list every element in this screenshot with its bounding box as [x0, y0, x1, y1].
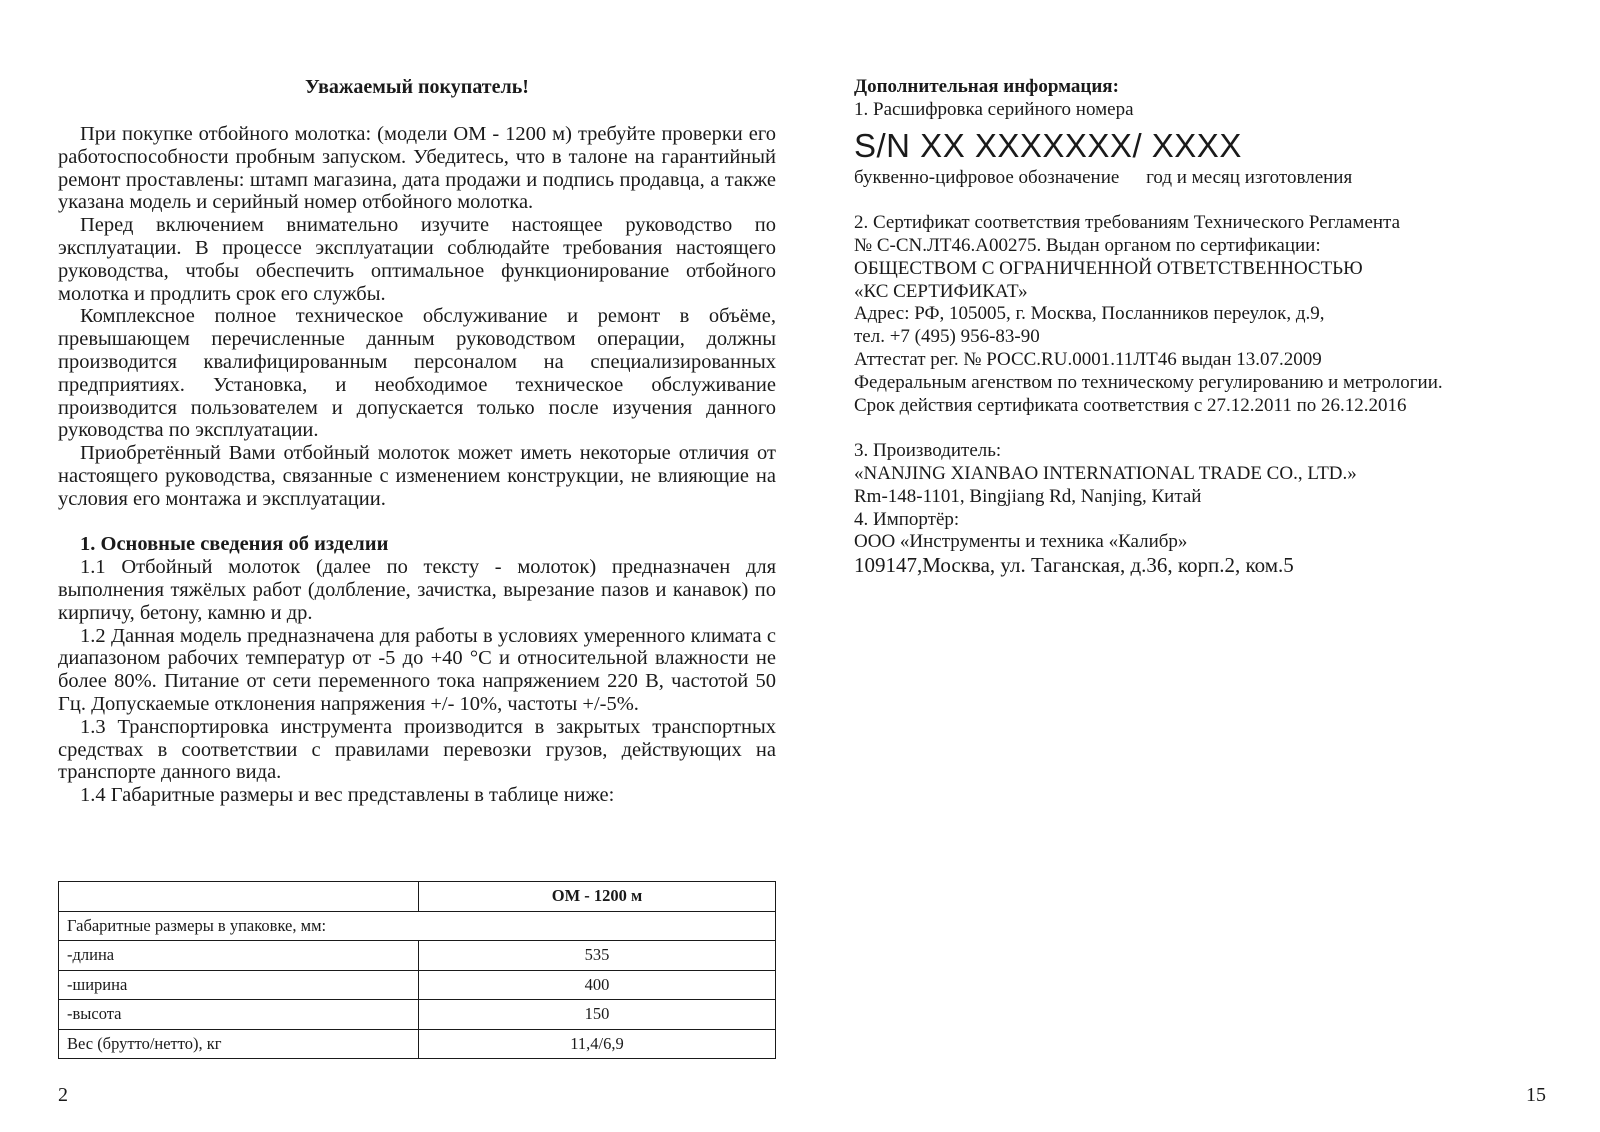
cert-line: ОБЩЕСТВОМ С ОГРАНИЧЕННОЙ ОТВЕТСТВЕННОСТЬЮ — [854, 257, 1363, 279]
table-row-value: 400 — [419, 970, 776, 1000]
importer-line: 4. Импортёр: — [854, 508, 960, 530]
cert-line: «КС СЕРТИФИКАТ» — [854, 280, 1028, 302]
serial-caption-code: буквенно-цифровое обозначение — [854, 166, 1120, 188]
greeting-title: Уважаемый покупатель! — [305, 76, 529, 98]
intro-paragraph: Комплексное полное техническое обслуживание и ремонт в объёме, превышающем перечисленные данным руководством операции, должны производится квалифицированным персоналом на специализированных предприятиях. Установка, и необходимое техническое обслуживание производится пользователем и допускается только после изучения данного руководства по эксплуатации. — [58, 305, 776, 442]
additional-info-heading: Дополнительная информация: — [854, 76, 1119, 97]
intro-paragraph: При покупке отбойного молотка: (модели ОМ - 1200 м) требуйте проверки его работоспособности пробным запуском. Убедитесь, что в талоне на гарантийный ремонт проставлены: штамп магазина, дата продажи и подпись продавца, а также указана модель и серийный номер отбойного молотка. — [58, 123, 776, 214]
left-page — [58, 0, 776, 1132]
manufacturer-line: Rm-148-1101, Bingjiang Rd, Nanjing, Китай — [854, 485, 1202, 507]
cert-line: Адрес: РФ, 105005, г. Москва, Посланников переулок, д.9, — [854, 303, 1325, 325]
table-row-value: 150 — [419, 1000, 776, 1030]
table-row-value: 11,4/6,9 — [419, 1029, 776, 1059]
spacer — [854, 417, 1554, 440]
serial-caption — [854, 167, 1554, 190]
intro-paragraph: Перед включением внимательно изучите настоящее руководство по эксплуатации. В процессе эксплуатации соблюдайте требования настоящего руководства, чтобы обеспечить оптимальное функционирование отбойного молотка и продлить срок его службы. — [58, 214, 776, 305]
right-page — [854, 0, 1554, 1132]
serial-caption-date: год и месяц изготовления — [1146, 166, 1353, 188]
page-number-left: 2 — [58, 1084, 68, 1106]
table-group-row — [59, 911, 776, 941]
table-row-label: -ширина — [59, 970, 419, 1000]
additional-info — [854, 76, 1554, 577]
table-header-row — [59, 882, 776, 912]
cert-line: тел. +7 (495) 956-83-90 — [854, 326, 1040, 348]
table-row-label: Вес (брутто/нетто), кг — [59, 1029, 419, 1059]
page-number-right: 15 — [1526, 1084, 1546, 1106]
table-row — [59, 941, 776, 971]
cert-line: № C-CN.ЛТ46.А00275. Выдан органом по сертификации: — [854, 234, 1321, 256]
importer-line: ООО «Инструменты и техника «Калибр» — [854, 531, 1188, 553]
section-title: 1. Основные сведения об изделии — [80, 533, 389, 556]
importer-address: 109147,Москва, ул. Таганская, д.36, корп.2, ком.5 — [854, 553, 1294, 578]
manufacturer-line: «NANJING XIANBAO INTERNATIONAL TRADE CO., LTD.» — [854, 462, 1357, 484]
manufacturer-line: 3. Производитель: — [854, 440, 1002, 462]
cert-line: Срок действия сертификата соответствия с 27.12.2011 по 26.12.2016 — [854, 394, 1407, 416]
table-row — [59, 1000, 776, 1030]
section-paragraph: 1.4 Габаритные размеры и вес представлены в таблице ниже: — [80, 784, 615, 807]
table-cell-empty — [59, 882, 419, 912]
intro-paragraph: Приобретённый Вами отбойный молоток может иметь некоторые отличия от настоящего руководства, связанные с изменением конструкции, не влияющие на условия его монтажа и эксплуатации. — [58, 442, 776, 510]
spacer — [854, 189, 1554, 212]
left-body-text — [58, 123, 776, 807]
dimensions-table — [58, 881, 776, 1059]
section-paragraph: 1.3 Транспортировка инструмента производится в закрытых транспортных средствах в соответствии с правилами перевозки грузов, действующих на транспорте данного вида. — [58, 715, 776, 784]
cert-line: Федеральным агенством по техническому регулированию и метрологии. — [854, 371, 1443, 393]
table-row — [59, 1029, 776, 1059]
section-paragraph: 1.1 Отбойный молоток (далее по тексту - молоток) предназначен для выполнения тяжёлых работ (долбление, зачистка, вырезание пазов и канавок) по кирпичу, бетону, камню и др. — [58, 556, 776, 624]
table-row — [59, 970, 776, 1000]
table-header-model: ОМ - 1200 м — [419, 882, 776, 912]
cert-line: Аттестат рег. № РОСС.RU.0001.11ЛТ46 выдан 13.07.2009 — [854, 348, 1322, 370]
cert-line: 2. Сертификат соответствия требованиям Технического Регламента — [854, 212, 1401, 234]
serial-number-format: S/N XX XXXXXXX/ XXXX — [854, 126, 1242, 164]
table-row-value: 535 — [419, 941, 776, 971]
section-paragraph: 1.2 Данная модель предназначена для работы в условиях умеренного климата с диапазоном рабочих температур от -5 до +40 °С и относительной влажности не более 80%. Питание от сети переменного тока напряжением 220 В, частотой 50 Гц. Допускаемые отклонения напряжения +/- 10%, частоты +/-5%. — [58, 624, 776, 715]
table-row-label: -длина — [59, 941, 419, 971]
table-row-label: -высота — [59, 1000, 419, 1030]
table-group-label: Габаритные размеры в упаковке, мм: — [59, 911, 776, 941]
serial-item-title: 1. Расшифровка серийного номера — [854, 98, 1134, 120]
